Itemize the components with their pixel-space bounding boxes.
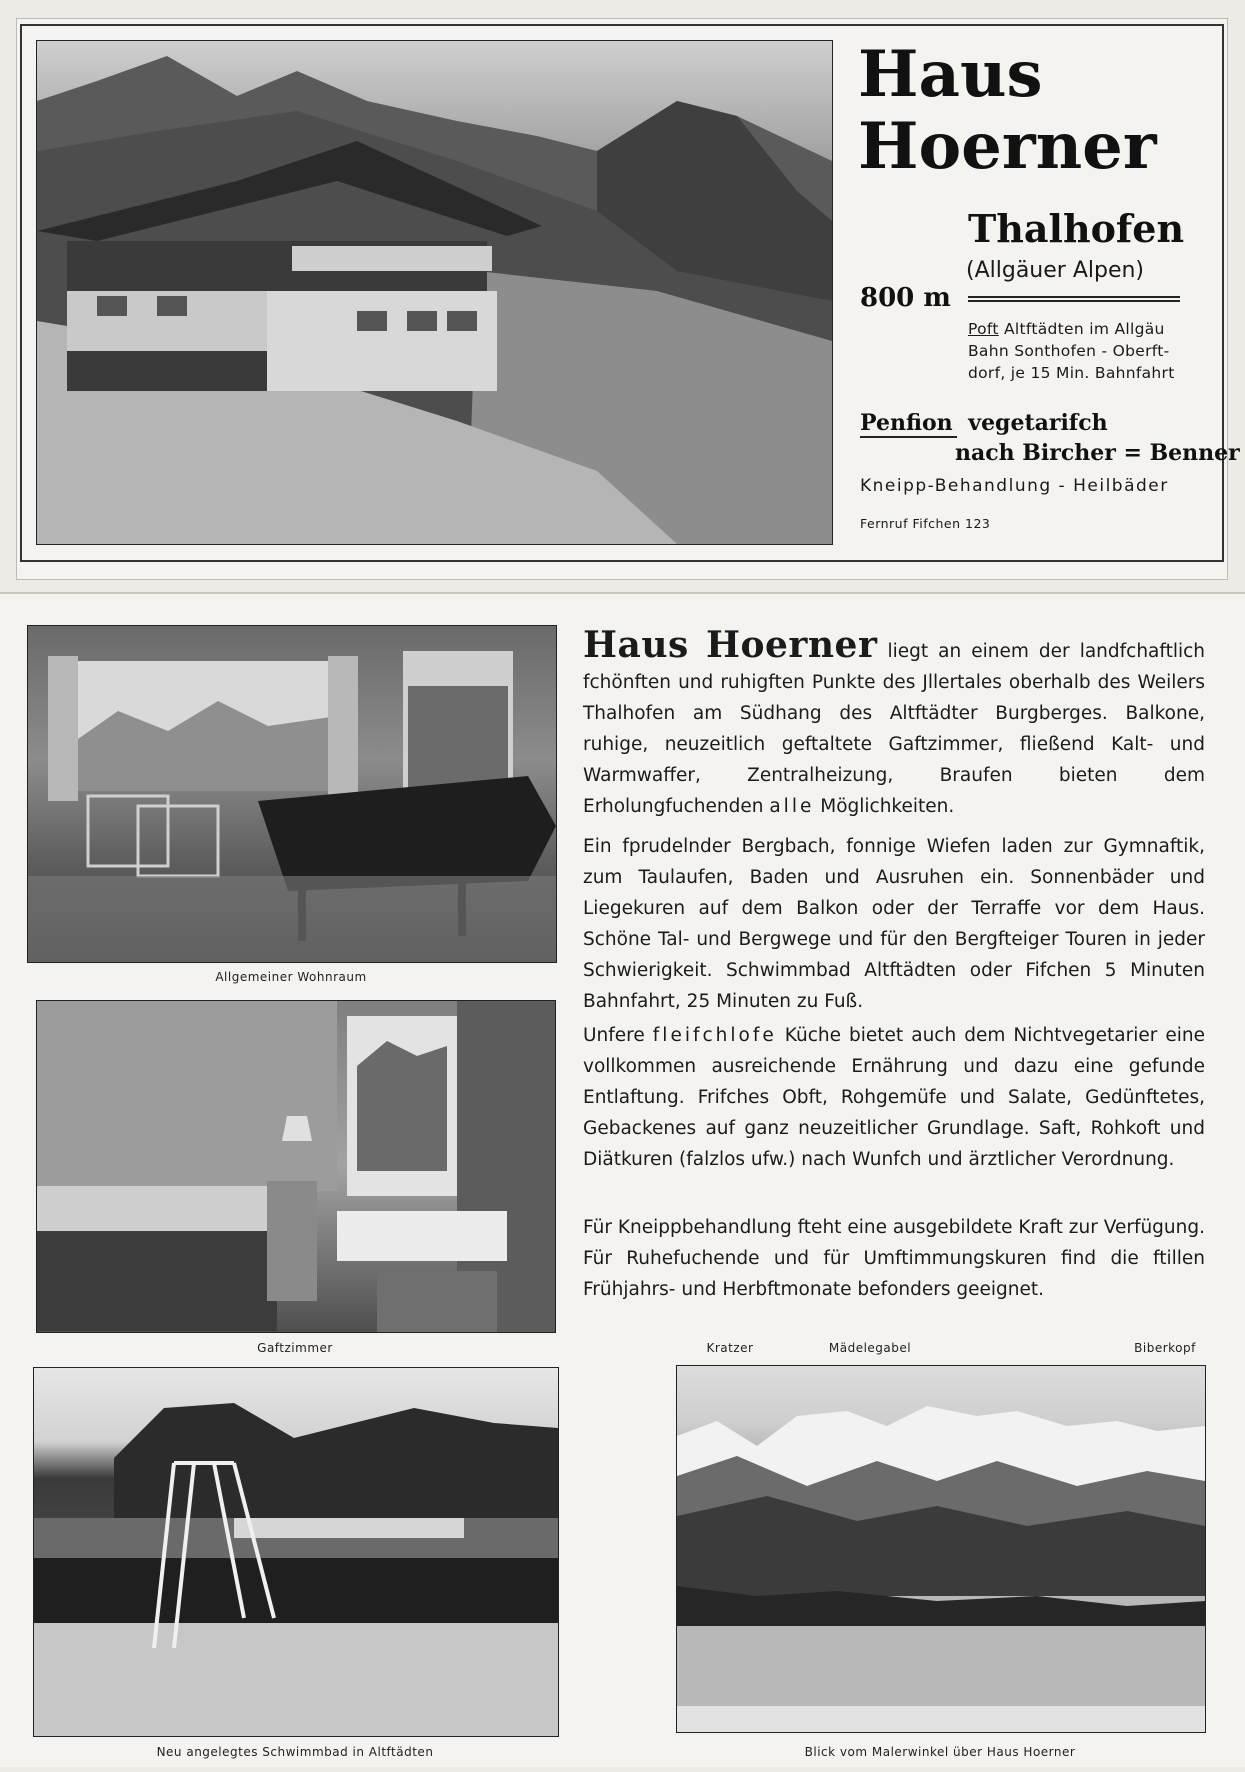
post-text: Altftädten im Allgäu <box>1003 320 1165 338</box>
bahn-line1: Bahn Sonthofen - Oberft- <box>968 342 1170 360</box>
peak-maedelegabel: Mädelegabel <box>828 1341 912 1355</box>
double-rule <box>968 296 1180 302</box>
caption-gastzimmer: Gaftzimmer <box>257 1341 333 1355</box>
caption-schwimmbad: Neu angelegtes Schwimmbad in Altftädten <box>156 1745 434 1759</box>
paragraph-intro-text: liegt an einem der landfchaftlich fchönften und ruhigften Punkte des Jllertales oberhalb des Weilers Thalhofen am Südhang des Altftädter Burgberges. Balkone, ruhige, neuzeitlich geftaltete Gaftzimmer, fließend Kalt- und Warmwaffer, Zentralheizung, Braufen bieten dem Erholungfuchenden <box>583 641 1206 817</box>
paragraph-kueche-text: Küche bietet auch dem Nichtvegetarier eine vollkommen ausreichende Ernährung und dazu eine gefunde Entlaftung. Frifches Obft, Rohgemüfe und Salate, Gedünftetes, Gebackenes auf ganz neuzeitlicher Grundlage. Saft, Rohkoft und Diätkuren (falzlos ufw.) nach Wunfch und ärztlicher Verordnung. <box>583 1025 1205 1170</box>
caption-wohnraum: Allgemeiner Wohnraum <box>215 970 367 984</box>
pension-text: vegetarifch <box>968 410 1108 436</box>
paragraph-kueche <box>583 1020 1205 1175</box>
title-haus: Haus <box>858 37 1043 112</box>
wohnraum-photo <box>27 625 557 963</box>
region-name: (Allgäuer Alpen) <box>966 258 1145 283</box>
paragraph-intro-spaced: alle <box>769 796 815 817</box>
paragraph-bergbach: Ein fprudelnder Bergbach, fonnige Wiefen laden zur Gymnaftik, zum Taulaufen, Baden und Ausruhen ein. Sonnenbäder und Liegekuren auf dem Balkon oder der Terraffe vor dem Haus. Schöne Tal- und Bergwege und für den Bergfteiger Touren in jeder Schwierigkeit. Schwimmbad Altftädten oder Fifchen 5 Minuten Bahnfahrt, 25 Minuten zu Fuß. <box>583 836 1205 1012</box>
caption-blick: Blick vom Malerwinkel über Haus Hoerner <box>804 1745 1076 1759</box>
paragraph-intro <box>583 624 1206 822</box>
title-hoerner: Hoerner <box>858 109 1157 184</box>
paragraph-kueche-spaced: fleifchlofe <box>652 1025 777 1046</box>
schwimmbad-photo <box>33 1367 559 1737</box>
peak-biberkopf: Biberkopf <box>1134 1341 1196 1355</box>
post-label: Poft <box>968 320 999 338</box>
panorama-photo <box>676 1365 1206 1733</box>
bahn-line2: dorf, je 15 Min. Bahnfahrt <box>968 364 1175 382</box>
paragraph-intro-end: Möglichkeiten. <box>820 796 955 817</box>
gastzimmer-photo <box>36 1000 556 1333</box>
post-info <box>968 318 1175 384</box>
pension-label: Penfion <box>860 410 957 438</box>
body-heading: Haus Hoerner <box>583 624 878 666</box>
fold-line <box>0 592 1245 594</box>
place-name: Thalhofen <box>968 206 1185 251</box>
kneipp-line: Kneipp-Behandlung - Heilbäder <box>860 476 1169 496</box>
paragraph-kneipp: Für Kneippbehandlung fteht eine ausgebildete Kraft zur Verfügung. Für Ruhefuchende und für Umftimmungskuren find die ftillen Frühjahrs- und Herbftmonate befonders geeignet. <box>583 1217 1205 1300</box>
paragraph-kueche-start: Unfere <box>583 1025 645 1046</box>
bircher-line: nach Bircher = Benner <box>955 440 1240 466</box>
house-photo <box>36 40 833 545</box>
peak-kratzer: Kratzer <box>706 1341 754 1355</box>
pension-line <box>860 410 1108 436</box>
fernruf-line: Fernruf Fifchen 123 <box>860 516 991 531</box>
altitude: 800 m <box>860 283 951 313</box>
